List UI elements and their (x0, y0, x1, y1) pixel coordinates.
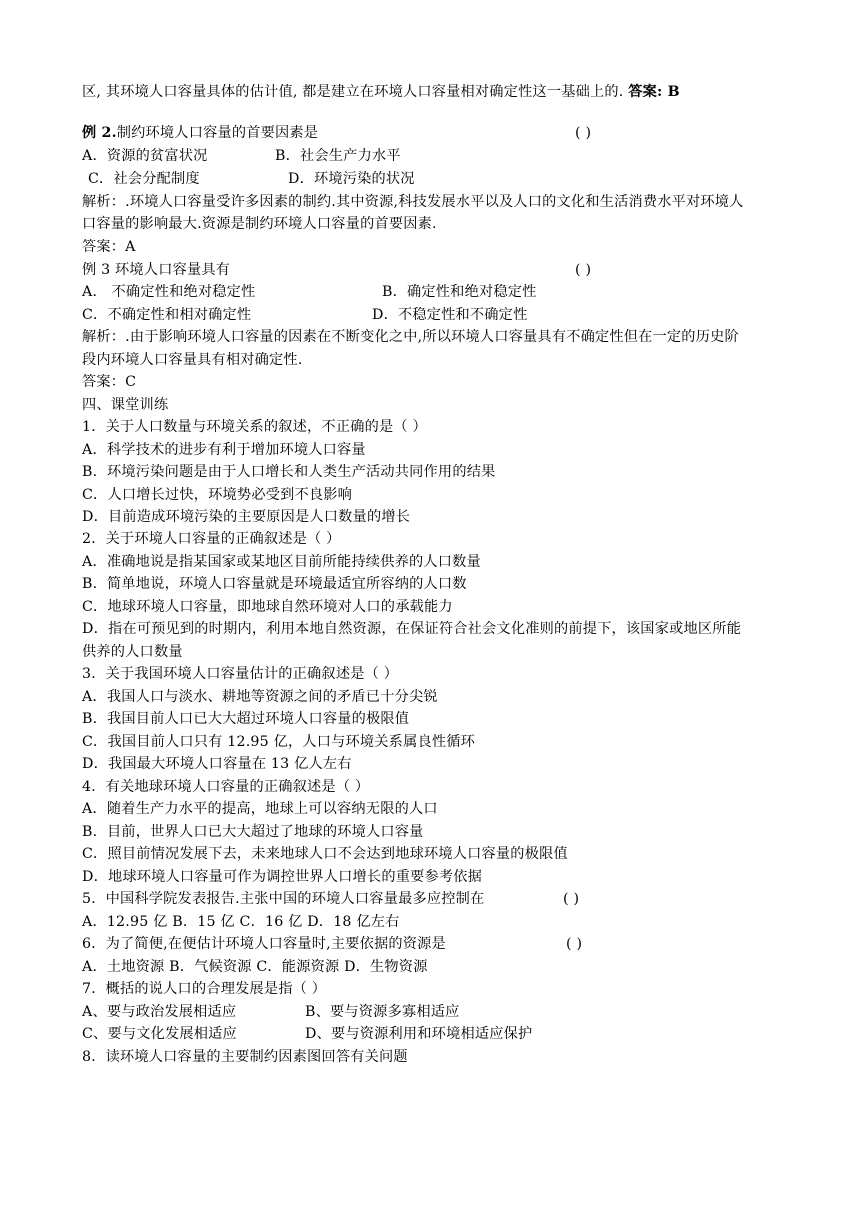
q6-stem: 6．为了简便,在便估计环境人口容量时,主要依据的资源是 (82, 936, 446, 952)
example-3-answer: 答案：C (82, 374, 137, 390)
q3-option-c: C．我国目前人口只有 12.95 亿，人口与环境关系属良性循环 (82, 734, 476, 750)
q5-stem: 5．中国科学院发表报告.主张中国的环境人口容量最多应控制在 (82, 891, 485, 907)
q5-options: A．12.95 亿 B．15 亿 C．16 亿 D．18 亿左右 (82, 914, 400, 930)
example-3-paren: ( ) (575, 262, 592, 278)
example-2-option-b: B．社会生产力水平 (275, 148, 401, 164)
example-3-option-b: B．确定性和绝对稳定性 (382, 284, 537, 300)
q2-option-d-1: D．指在可预见到的时期内，利用本地自然资源，在保证符合社会文化准则的前提下，该国家或地区所能 (82, 621, 742, 637)
continued-text: 区, 其环境人口容量具体的估计值, 都是建立在环境人口容量相对确定性这一基础上的. (82, 84, 624, 100)
q4-option-b: B．目前，世界人口已大大超过了地球的环境人口容量 (82, 824, 424, 840)
example-2-option-c: C．社会分配制度 (88, 171, 200, 187)
q3-option-d: D．我国最大环境人口容量在 13 亿人左右 (82, 756, 352, 772)
example-2-paren: ( ) (575, 125, 592, 141)
q1-option-d: D．目前造成环境污染的主要原因是人口数量的增长 (82, 509, 411, 525)
example-2-question (82, 124, 318, 142)
q3-option-b: B．我国目前人口已大大超过环境人口容量的极限值 (82, 711, 410, 727)
q6-paren: ( ) (566, 936, 583, 952)
continued-text-line (82, 83, 680, 101)
q3-stem: 3．关于我国环境人口容量估计的正确叙述是（ ） (82, 666, 399, 682)
q1-option-c: C．人口增长过快，环境势必受到不良影响 (82, 487, 353, 503)
example-2-stem: 制约环境人口容量的首要因素是 (116, 125, 319, 141)
answer-label: 答案: B (628, 84, 680, 100)
q7-option-a: A、要与政治发展相适应 (82, 1004, 237, 1020)
q5-paren: ( ) (563, 891, 580, 907)
q2-stem: 2．关于环境人口容量的正确叙述是（ ） (82, 531, 341, 547)
q2-option-d-2: 供养的人口数量 (82, 644, 183, 660)
q4-option-c: C．照目前情况发展下去，未来地球人口不会达到地球环境人口容量的极限值 (82, 846, 568, 862)
q3-option-a: A．我国人口与淡水、耕地等资源之间的矛盾已十分尖锐 (82, 689, 438, 705)
q1-option-a: A．科学技术的进步有利于增加环境人口容量 (82, 442, 366, 458)
q2-option-a: A．准确地说是指某国家或某地区目前所能持续供养的人口数量 (82, 554, 481, 570)
q2-option-b: B．简单地说，环境人口容量就是环境最适宜所容纳的人口数 (82, 576, 467, 592)
example-3-option-d: D．不稳定性和不确定性 (372, 307, 528, 323)
q7-option-d: D、要与资源利用和环境相适应保护 (305, 1026, 533, 1042)
example-2-answer: 答案：A (82, 239, 136, 255)
example-3-option-a: A． 不确定性和绝对稳定性 (82, 284, 256, 300)
example-3-option-c: C．不确定性和相对确定性 (82, 307, 252, 323)
q2-option-c: C．地球环境人口容量，即地球自然环境对人口的承载能力 (82, 599, 453, 615)
example-2-analysis-1: 解析：.环境人口容量受许多因素的制约.其中资源,科技发展水平以及人口的文化和生活消费水平对环境人 (82, 194, 744, 210)
q7-option-c: C、要与文化发展相适应 (82, 1026, 237, 1042)
q7-stem: 7．概括的说人口的合理发展是指（ ） (82, 981, 327, 997)
example-2-analysis-2: 口容量的影响最大.资源是制约环境人口容量的首要因素. (82, 216, 437, 232)
q4-option-a: A．随着生产力水平的提高，地球上可以容纳无限的人口 (82, 801, 438, 817)
section-heading: 四、课堂训练 (82, 397, 169, 413)
example-2-option-a: A．资源的贫富状况 (82, 148, 208, 164)
example-3-analysis-2: 段内环境人口容量具有相对确定性. (82, 352, 303, 368)
q7-option-b: B、要与资源多寡相适应 (305, 1004, 460, 1020)
q4-stem: 4．有关地球环境人口容量的正确叙述是（ ） (82, 779, 370, 795)
example-3-analysis-1: 解析：.由于影响环境人口容量的因素在不断变化之中,所以环境人口容量具有不确定性但在一定的历史阶 (82, 329, 739, 345)
q1-option-b: B．环境污染问题是由于人口增长和人类生产活动共同作用的结果 (82, 464, 496, 480)
example-2-label: 例 2. (82, 125, 117, 141)
q4-option-d: D．地球环境人口容量可作为调控世界人口增长的重要参考依据 (82, 869, 483, 885)
example-2-option-d: D．环境污染的状况 (288, 171, 415, 187)
example-3-question: 例 3 环境人口容量具有 (82, 262, 231, 278)
q6-options: A．土地资源 B．气候资源 C．能源资源 D．生物资源 (82, 959, 428, 975)
q8-stem: 8．读环境人口容量的主要制约因素图回答有关问题 (82, 1049, 408, 1065)
q1-stem: 1．关于人口数量与环境关系的叙述，不正确的是（ ） (82, 419, 427, 435)
